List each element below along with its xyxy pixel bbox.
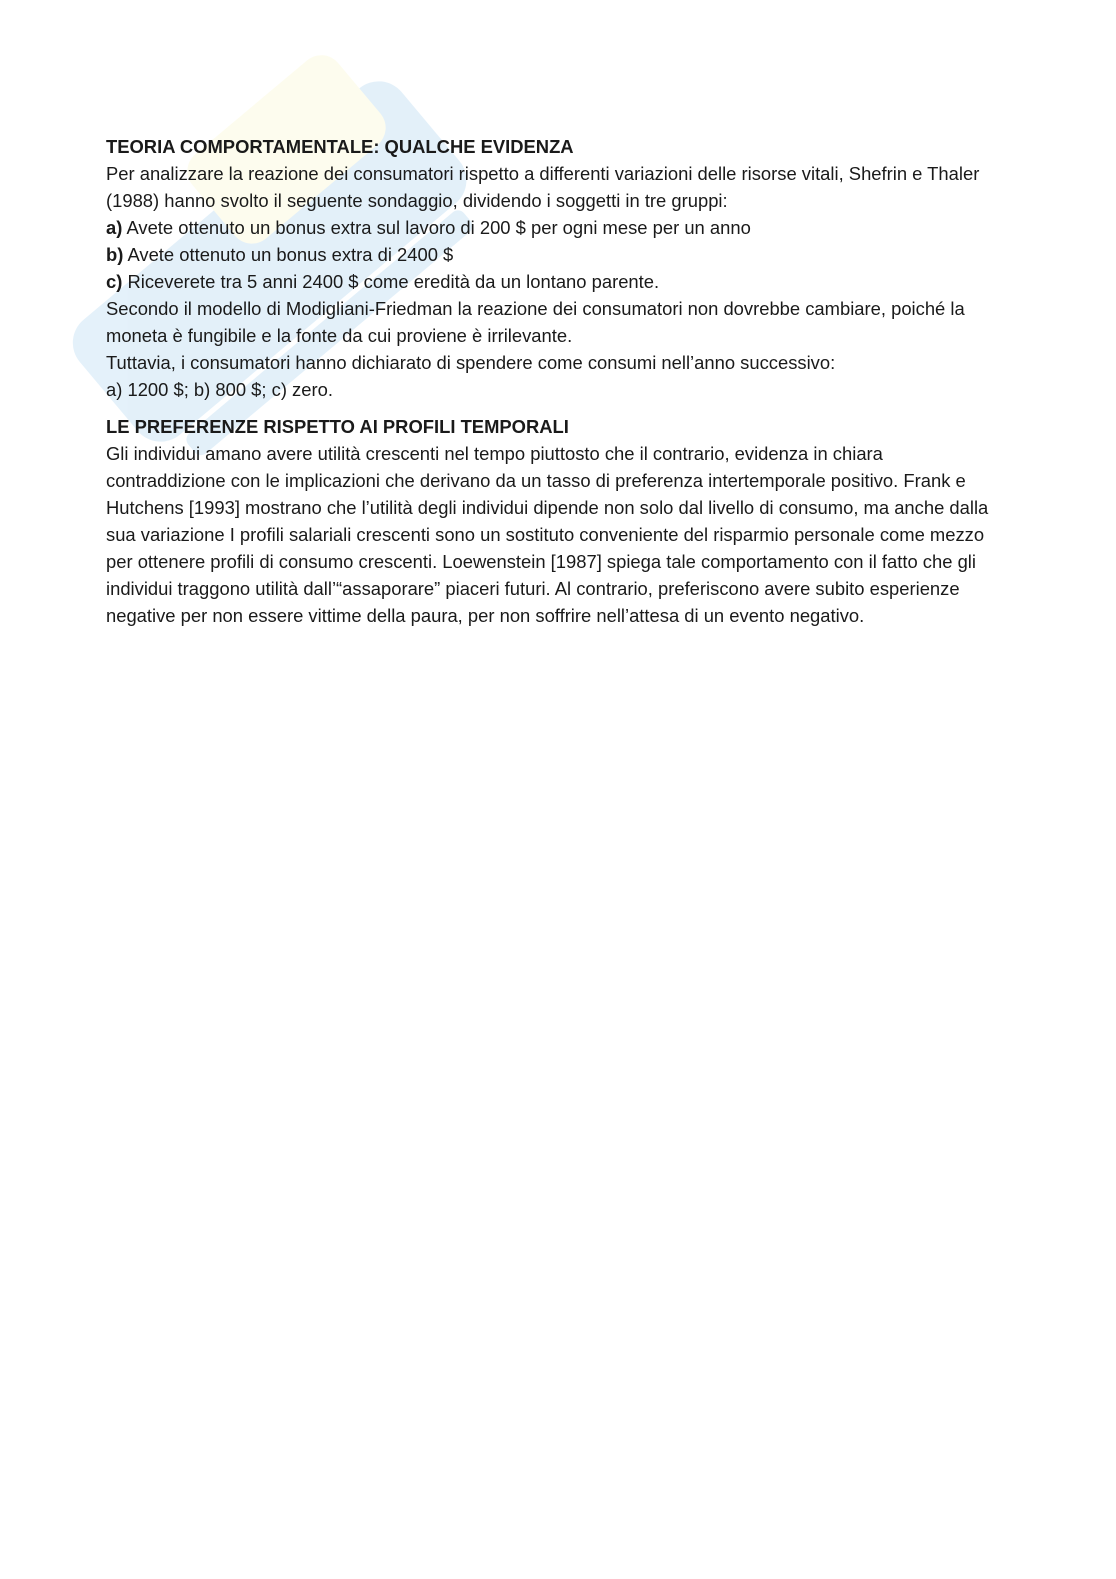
- paragraph-body: Gli individui amano avere utilità crescenti nel tempo piuttosto che il contrario, evidenza in chiara contraddizione con le implicazioni che derivano da un tasso di preferenza intertemporale positivo. Frank e Hutchens [1993] mostrano che l’utilità degli individui dipende non solo dal livello di consumo, ma anche dalla sua variazione I profili salariali crescenti sono un sostituto conveniente del risparmio personale come mezzo per ottenere profili di consumo crescenti. Loewenstein [1987] spiega tale comportamento con il fatto che gli individui traggono utilità dall’“assaporare” piaceri futuri. Al contrario, preferiscono avere subito esperienze negative per non essere vittime della paura, per non soffrire nell’attesa di un evento negativo.: [106, 443, 989, 626]
- section-temporal-profiles: [106, 413, 1006, 629]
- document-content: [106, 133, 1006, 639]
- list-item-a: [106, 214, 1006, 241]
- paragraph-modigliani: Secondo il modello di Modigliani-Friedman la reazione dei consumatori non dovrebbe cambiare, poiché la moneta è fungibile e la fonte da cui proviene è irrilevante.: [106, 298, 965, 346]
- paragraph-intro: Per analizzare la reazione dei consumatori rispetto a differenti variazioni delle risorse vitali, Shefrin e Thaler (1988) hanno svolto il seguente sondaggio, dividendo i soggetti in tre gruppi:: [106, 163, 980, 211]
- paragraph-however: Tuttavia, i consumatori hanno dichiarato di spendere come consumi nell’anno successivo:: [106, 352, 836, 373]
- list-text: Avete ottenuto un bonus extra di 2400 $: [123, 244, 454, 265]
- section-title: LE PREFERENZE RISPETTO AI PROFILI TEMPORALI: [106, 416, 569, 437]
- list-item-b: [106, 241, 1006, 268]
- list-marker: b): [106, 244, 124, 265]
- section-title: TEORIA COMPORTAMENTALE: QUALCHE EVIDENZA: [106, 136, 574, 157]
- list-text: Riceverete tra 5 anni 2400 $ come eredità da un lontano parente.: [122, 271, 660, 292]
- section-behavioral-theory: [106, 133, 1006, 403]
- paragraph-results: a) 1200 $; b) 800 $; c) zero.: [106, 379, 333, 400]
- list-marker: c): [106, 271, 123, 292]
- list-item-c: [106, 268, 1006, 295]
- list-text: Avete ottenuto un bonus extra sul lavoro di 200 $ per ogni mese per un anno: [122, 217, 751, 238]
- list-marker: a): [106, 217, 123, 238]
